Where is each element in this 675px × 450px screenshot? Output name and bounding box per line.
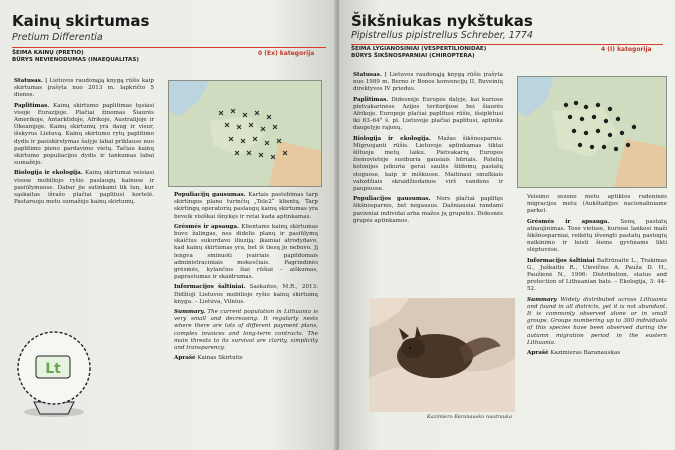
right-family: ŠEIMA LYGIANOSINIAI (VESPERTILIONIDAE) (351, 46, 487, 52)
right-population-paragraph: Populiacijos gausumas. Nors plačiai paplitęs šikšnosparnis, bet negausus. Dažniausiai randami pavieniai individai arba mažos jų grupelės. Didesnės grupės aptinkamos. (353, 196, 503, 224)
lt-globe-illustration (6, 320, 102, 420)
left-column-1 (14, 78, 154, 209)
right-migration-paragraph: Veisimo sezono metu aptiktos rudeninės migracijos metu (Aukštaitijos nacionaliniame parke). (527, 194, 667, 215)
right-author: Aprašė Kazimieras Baranauskas (527, 350, 621, 357)
right-header-rule (351, 44, 663, 45)
left-category: 0 (Ex) kategorija (258, 50, 315, 57)
bat-photo-caption: Kazimiero Baranausko nuotrauka (427, 414, 512, 420)
right-page (339, 0, 675, 450)
left-author: Aprašė Kainas Skirtutis (174, 355, 243, 362)
left-page (0, 0, 337, 450)
left-latin-name: Pretium Differentia (12, 32, 103, 43)
right-threats-paragraph: Grėsmės ir apsauga. Senų pastatų atnaujinimas. Tose vietose, kuriose lankosi maži šikšnosparniai, reikėtų išvengti pastatų pastogių naikinimo ir leisti šiems gyvūnams likti slėptuvėse. (527, 218, 667, 254)
right-order: BŪRYS ŠIKŠNOSPARNIAI (CHIROPTERA) (351, 53, 475, 59)
left-distribution-map (168, 80, 322, 187)
right-biology-paragraph: Biologija ir ekologija. Mažas šikšnosparnis. Migruojanti rūšis. Lietuvoje aptinkamas tiktai šiltuoju metų laiku. Pietvakarių Europos žiemovietėje susiburia gausiais būriais. Patelių kolonijos įsikuria gerai saulės šildomų pastatų stoguose, kaip ir miškuose. Maitinasi smulkiais vabzdžiais skraidžiodamos virš vandens ir paupiuose. (353, 135, 504, 193)
right-summary: Summary Widely distributed across Lithuania and found in all districts, yet it is not abundant. It is commonly observed alone or in small groups. Groups numbering up to 300 individuals of this species have been observed during the autumn migration period in the eastern Lithuania. (527, 296, 667, 346)
left-sources-paragraph: Informacijos šaltiniai. Saskaitos, M.R., 2013: Didžioji Lietuvos mobiliojo ryšio kainų skirtumų knyga. – Lietuva, Vilnius. (174, 284, 318, 305)
right-status-paragraph: Statusas. Į Lietuvos raudonąją knygą rūšis įrašyta nuo 1989 m. Berno ir Bonos konvencijų II, Buveinių direktyvos IV priedus. (353, 72, 503, 93)
left-header-rule (12, 47, 326, 48)
left-population-paragraph: Populiacijų gausumas. Kartais pastebimas tarp skirtingos plano turinčių „Tele2“ klientų. Tarp skirtingų operatorių paslaugų kainų skirtumas yra beveik visiškai išnykęs ir retai kada aptinkamas. (174, 192, 318, 220)
right-latin-name: Pipistrellus pipistrellus Schreber, 1774 (351, 30, 533, 41)
right-column-2 (527, 194, 667, 360)
left-threats-paragraph: Grėsmės ir apsauga. Klientams kainų skirtumas buvo žalingas, nes didelis planų ir pasiūlymų skaičius sukurdavo iliuziją: įkainiai atrodydavo, kad kainų skirtumas yra, bet iš tiesų jo nebuvo. Jį lengva sminuoti įvairiais papildomais administraciniais mokesčiais. Pagrindinės grėsmės, kylančios šiai rūšiai – aiškumas, paprastumas ir skaidrumas. (174, 223, 319, 281)
left-order: BŪRYS NEVIENODUMAS (INAEQUALITAS) (12, 57, 139, 63)
right-distribution-map (517, 76, 667, 188)
right-column-1 (353, 72, 503, 228)
right-sources-paragraph: Informacijos šaltiniai Baltrūnaitė L., Trakimas G., Juškaitis R., Ulevičius A. Pauža D. H., Paužienė N., 1996: Distribution, status and protection of Lithuanian bats. – Ekologija, 3: 44–52. (527, 257, 668, 293)
right-category: 4 (I) kategorija (601, 46, 652, 53)
left-summary: Summary. The current population in Lithuania is very small and decreasing. It regularly nests where there are lots of different payment plans, complex invoices and long-term contracts. The main threats to its survival are clarity, simplicity and transparency. (174, 309, 318, 352)
right-page-title: Šikšniukas nykštukas (351, 12, 533, 30)
left-biology-paragraph: Biologija ir ekologija. Kainų skirtumai veisiasi visose mobiliojo ryšio paslaugų kainose ir pasiūlymuose. Dabar jie sutinkami tik ten, kur sąskaitas išrašo plačiai paplitusi kortelė. Pastaruoju metu sumažėjo kainų skirtumų. (14, 170, 155, 206)
lt-globe-label: Lt (45, 361, 61, 377)
right-distribution-paragraph: Paplitimas. Didesnėje Europos dalyje, kai kuriose pietvakarinėse Azijos teritorijose bei šiaurės Afrikoje. Europoje plačiai paplitusi rūšis, išsiplėtusi iki 63–64° š. pl. Lietuvoje plačiai paplitusi, aptinka daugelyje rajonų. (353, 96, 504, 132)
left-distribution-paragraph: Paplitimas. Kainų skirtumo paplitimas tęsiasi visoje Eurazijoje. Plačiai žinomas Šiaurės Amerikoje, Antarktidoje, Afrikoje, Australijoje ir Okeanijoje. Kainų skirtumų yra daug ir visur, išskyrus Lietuvą. Kainų skirtumo rytų paplitimo dydis ir pasiskirstymas šalyje labai priklauso nuo paplitimo pieno pardavimo vietų. Tačiau kainų skirtumo populiacijos dydis ir tankumas labai sumažėjo. (14, 102, 155, 167)
left-family: ŠEIMA KAINŲ (PRETIO) (12, 50, 84, 56)
left-status-paragraph: Statusas. Į Lietuvos raudonąją knygą rūšis kaip skirtumas įrašyta nuo 2013 m. lapkričio 5 dienos. (14, 78, 154, 99)
left-column-2 (174, 192, 318, 365)
bat-photo (369, 298, 515, 412)
left-page-title: Kainų skirtumas (12, 12, 150, 30)
